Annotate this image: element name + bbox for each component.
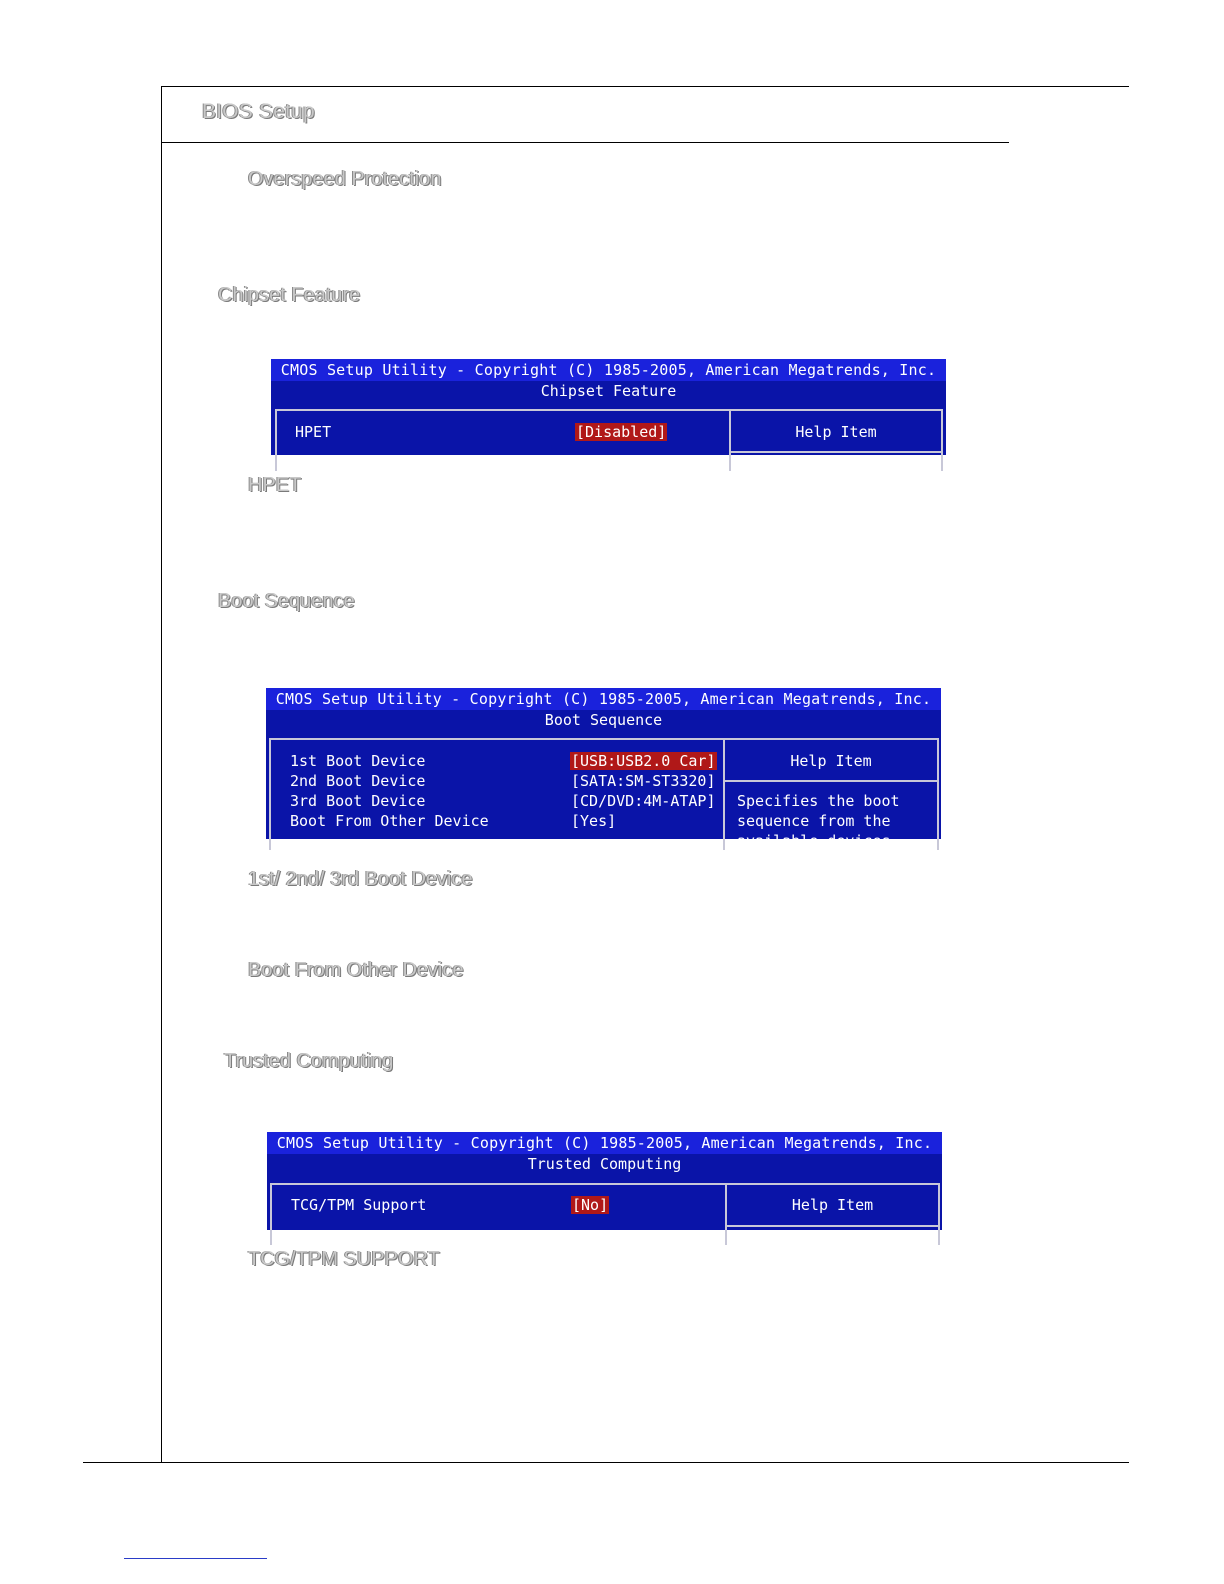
bios-item-3rd-boot-label[interactable]: 3rd Boot Device — [290, 792, 426, 810]
bios-screen-title: Chipset Feature — [540, 382, 677, 400]
bios-item-boot-other-label[interactable]: Boot From Other Device — [290, 812, 489, 830]
bios-copyright-bar: CMOS Setup Utility - Copyright (C) 1985-2005, American Megatrends, Inc. — [266, 688, 941, 710]
page-bottom-rule — [83, 1462, 1129, 1463]
bios-help-line-3: available devices. — [737, 832, 900, 850]
bios-item-hpet-value[interactable]: [Disabled] — [576, 423, 667, 441]
bios-screen-trusted-computing — [267, 1132, 942, 1230]
heading-boot-sequence: Boot Sequence — [218, 590, 355, 612]
bios-item-tcg-tpm-label[interactable]: TCG/TPM Support — [291, 1196, 427, 1214]
bios-help-line-2: sequence from the — [737, 812, 891, 830]
bios-screen-chipset-feature — [271, 359, 946, 455]
heading-boot-from-other-device: Boot From Other Device — [248, 959, 464, 981]
page-header-title: BIOS Setup — [202, 100, 315, 123]
bios-help-separator — [725, 780, 937, 782]
bios-item-hpet-label[interactable]: HPET — [295, 423, 332, 441]
bios-item-3rd-boot-value[interactable]: [CD/DVD:4M-ATAP] — [571, 792, 716, 810]
bios-screen-title: Boot Sequence — [544, 711, 663, 729]
footer-link-underline[interactable] — [124, 1558, 267, 1559]
page-left-rule — [161, 86, 162, 1463]
bios-copyright-bar: CMOS Setup Utility - Copyright (C) 1985-2005, American Megatrends, Inc. — [271, 359, 946, 381]
heading-overspeed-protection: Overspeed Protection — [248, 168, 442, 190]
bios-item-1st-boot-value[interactable]: [USB:USB2.0 Car] — [571, 752, 716, 770]
header-underline — [161, 142, 1009, 143]
bios-help-separator — [731, 451, 941, 453]
bios-help-line-1: Specifies the boot — [737, 792, 900, 810]
bios-copyright-bar: CMOS Setup Utility - Copyright (C) 1985-2005, American Megatrends, Inc. — [267, 1132, 942, 1154]
heading-tcg-tpm-support: TCG/TPM SUPPORT — [248, 1248, 440, 1270]
bios-item-tcg-tpm-value[interactable]: [No] — [572, 1196, 609, 1214]
bios-item-2nd-boot-value[interactable]: [SATA:SM-ST3320] — [571, 772, 716, 790]
page-top-rule — [161, 86, 1129, 87]
bios-screen-title: Trusted Computing — [527, 1155, 682, 1173]
bios-help-title: Help Item — [790, 752, 872, 770]
bios-item-boot-other-value[interactable]: [Yes] — [571, 812, 617, 830]
bios-screen-boot-sequence — [266, 688, 941, 850]
heading-hpet: HPET — [248, 474, 302, 496]
bios-item-2nd-boot-label[interactable]: 2nd Boot Device — [290, 772, 426, 790]
bios-help-title: Help Item — [795, 423, 877, 441]
bios-help-separator — [727, 1225, 938, 1227]
bios-item-1st-boot-label[interactable]: 1st Boot Device — [290, 752, 426, 770]
heading-trusted-computing: Trusted Computing — [224, 1050, 394, 1072]
bios-help-title: Help Item — [791, 1196, 874, 1214]
heading-chipset-feature: Chipset Feature — [218, 284, 361, 306]
heading-boot-devices: 1st/ 2nd/ 3rd Boot Device — [248, 868, 473, 890]
